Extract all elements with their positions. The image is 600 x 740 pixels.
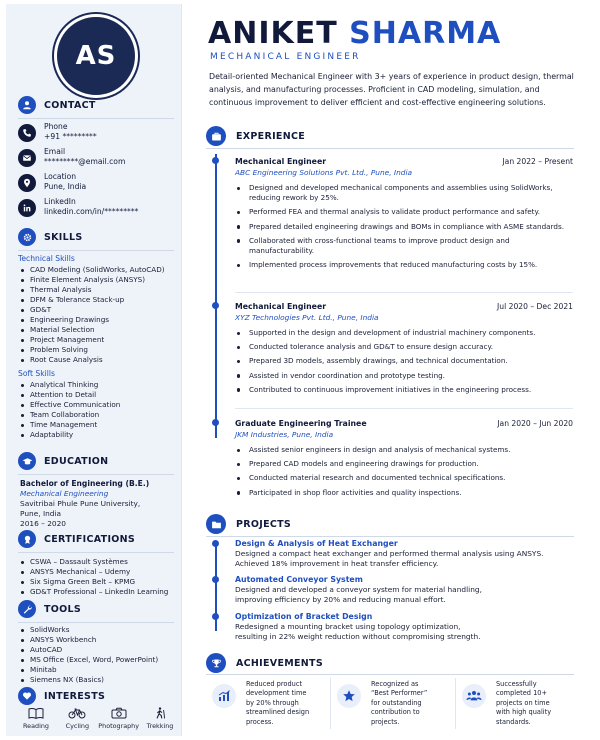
- project-entry: [235, 539, 573, 569]
- divider: [18, 474, 174, 475]
- list-item: Prepared 3D models, assembly drawings, and technical documentation.: [235, 356, 573, 366]
- star-icon: [337, 684, 361, 708]
- folder-icon: [206, 514, 226, 534]
- project-entry: [235, 575, 573, 605]
- gear-icon: [18, 228, 36, 246]
- interest-label: Trekking: [146, 722, 174, 730]
- avatar: [54, 14, 138, 98]
- divider: [18, 250, 174, 251]
- achievement-line: contribution to: [371, 708, 420, 717]
- timeline-dot: [212, 576, 219, 583]
- list-item: Prepared detailed engineering drawings and BOMs in compliance with ASME standards.: [235, 222, 573, 232]
- job-role: MECHANICAL ENGINEER: [210, 52, 361, 62]
- candidate-name: [208, 16, 501, 51]
- job-company: XYZ Technologies Pvt. Ltd., Pune, India: [235, 313, 379, 322]
- list-item: Project Management: [20, 335, 165, 345]
- email-icon: [18, 149, 36, 167]
- achievement-line: for outstanding: [371, 698, 422, 707]
- list-item: CAD Modeling (SolidWorks, AutoCAD): [20, 265, 165, 275]
- timeline-dot: [212, 157, 219, 164]
- achievement-item: [455, 678, 580, 729]
- job-bullets: [235, 445, 573, 498]
- achievement-line: “Best Performer”: [371, 689, 428, 698]
- divider: [206, 674, 574, 675]
- divider: [206, 148, 574, 149]
- experience-heading: [206, 126, 305, 146]
- list-item: Contributed to continuous improvement initiatives in the engineering process.: [235, 385, 573, 395]
- achievements-title: ACHIEVEMENTS: [236, 657, 323, 669]
- achievement-text: [496, 680, 574, 727]
- team-icon: [462, 684, 486, 708]
- education-title: EDUCATION: [44, 455, 109, 467]
- avatar-initials: AS: [75, 41, 117, 71]
- job-title: Mechanical Engineer: [235, 157, 327, 166]
- list-item: Siemens NX (Basics): [20, 675, 158, 685]
- list-item: Thermal Analysis: [20, 285, 165, 295]
- degree: Bachelor of Engineering (B.E.): [20, 479, 150, 488]
- chart-icon: [212, 684, 236, 708]
- list-item: GD&T Professional – LinkedIn Learning: [20, 587, 168, 597]
- list-item: Team Collaboration: [20, 410, 120, 420]
- project-title: Design & Analysis of Heat Exchanger: [235, 539, 398, 548]
- list-item: Root Cause Analysis: [20, 355, 165, 365]
- job-entry: [235, 302, 573, 399]
- list-item: AutoCAD: [20, 645, 158, 655]
- contact-label: Location: [44, 172, 77, 181]
- list-item: Adaptability: [20, 430, 120, 440]
- achievement-line: completed 10+: [496, 689, 547, 698]
- camera-icon: [111, 707, 127, 719]
- achievement-line: process.: [246, 717, 274, 726]
- phone-icon: [18, 124, 36, 142]
- contact-location: [18, 172, 86, 192]
- divider: [235, 292, 573, 293]
- list-item: GD&T: [20, 305, 165, 315]
- interest-label: Reading: [23, 722, 49, 730]
- project-description: Redesigned a mounting bracket using topology optimization,: [235, 622, 461, 631]
- achievement-line: projects.: [371, 717, 400, 726]
- project-title: Automated Conveyor System: [235, 575, 363, 584]
- job-bullets: [235, 183, 573, 270]
- sidebar: [6, 4, 182, 736]
- achievement-line: with high quality: [496, 708, 552, 717]
- projects-title: PROJECTS: [236, 518, 292, 530]
- list-item: MS Office (Excel, Word, PowerPoint): [20, 655, 158, 665]
- job-dates: Jan 2022 – Present: [502, 157, 573, 166]
- interests-heading: [18, 687, 105, 705]
- achievement-line: Reduced product: [246, 680, 303, 688]
- projects-heading: [206, 514, 291, 534]
- achievement-line: standards.: [496, 717, 531, 726]
- list-item: ANSYS Workbench: [20, 635, 158, 645]
- list-item: ANSYS Mechanical – Udemy: [20, 567, 168, 577]
- project-entry: [235, 612, 573, 642]
- achievement-text: [246, 680, 324, 727]
- achievement-line: projects on time: [496, 698, 550, 707]
- wrench-icon: [18, 600, 36, 618]
- list-item: Conducted tolerance analysis and GD&T to ensure design accuracy.: [235, 342, 573, 352]
- university-location: Pune, India: [20, 509, 62, 518]
- education-years: 2016 – 2020: [20, 519, 67, 528]
- list-item: Material Selection: [20, 325, 165, 335]
- achievement-item: [206, 678, 330, 729]
- interests-list: [16, 707, 180, 730]
- job-company: JKM Industries, Pune, India: [235, 430, 334, 439]
- contact-label: LinkedIn: [44, 197, 76, 206]
- list-item: Prepared CAD models and engineering drawings for production.: [235, 459, 573, 469]
- list-item: Implemented process improvements that reduced manufacturing costs by 15%.: [235, 260, 573, 270]
- list-item: Effective Communication: [20, 400, 120, 410]
- achievement-text: [371, 680, 449, 727]
- person-icon: [18, 96, 36, 114]
- last-name: SHARMA: [349, 16, 502, 51]
- achievement-item: [330, 678, 455, 729]
- email-link[interactable]: *********@email.com: [44, 157, 126, 166]
- list-item: DFM & Tolerance Stack-up: [20, 295, 165, 305]
- bicycle-icon: [68, 707, 86, 719]
- list-item: Problem Solving: [20, 345, 165, 355]
- skills-title: SKILLS: [44, 231, 83, 243]
- experience-title: EXPERIENCE: [236, 130, 306, 142]
- phone-value: +91 *********: [44, 132, 97, 141]
- list-item: Conducted material research and documented technical specifications.: [235, 473, 573, 483]
- linkedin-icon: [18, 199, 36, 217]
- certifications-heading: [18, 530, 135, 548]
- achievements-heading: [206, 653, 323, 673]
- project-title: Optimization of Bracket Design: [235, 612, 373, 621]
- tools-list: [20, 625, 158, 685]
- education-heading: [18, 452, 108, 470]
- list-item: Performed FEA and thermal analysis to validate product performance and safety.: [235, 207, 573, 217]
- list-item: CSWA – Dassault Systèmes: [20, 557, 168, 567]
- project-description: Achieved 18% improvement in heat transfer efficiency.: [235, 559, 439, 568]
- contact-email: [18, 147, 125, 167]
- project-description: resulting in 22% weight reduction without compromising strength.: [235, 632, 481, 641]
- technical-skills-list: [20, 265, 165, 365]
- location-icon: [18, 174, 36, 192]
- divider: [18, 622, 174, 623]
- interest-item: [99, 707, 139, 730]
- list-item: Analytical Thinking: [20, 380, 120, 390]
- timeline-dot: [212, 540, 219, 547]
- achievement-line: streamlined design: [246, 708, 310, 717]
- education-entry: [20, 479, 180, 529]
- university: Savitribai Phule Pune University,: [20, 499, 141, 508]
- job-company: ABC Engineering Solutions Pvt. Ltd., Pune, India: [235, 168, 413, 177]
- first-name: ANIKET: [208, 16, 338, 51]
- list-item: Participated in shop floor activities and quality inspections.: [235, 488, 573, 498]
- major: Mechanical Engineering: [20, 489, 109, 498]
- contact-label: Phone: [44, 122, 68, 131]
- location-value: Pune, India: [44, 182, 87, 191]
- divider: [206, 536, 574, 537]
- contact-heading: [18, 96, 96, 114]
- interest-label: Cycling: [65, 722, 90, 730]
- contact-phone: [18, 122, 97, 142]
- achievement-line: by 20% through: [246, 698, 299, 707]
- linkedin-link[interactable]: linkedin.com/in/*********: [44, 207, 139, 216]
- list-item: Six Sigma Green Belt – KPMG: [20, 577, 168, 587]
- list-item: SolidWorks: [20, 625, 158, 635]
- briefcase-icon: [206, 126, 226, 146]
- job-bullets: [235, 328, 573, 395]
- timeline-dot: [212, 613, 219, 620]
- heart-icon: [18, 687, 36, 705]
- job-title: Graduate Engineering Trainee: [235, 419, 367, 428]
- job-dates: Jan 2020 – Jun 2020: [497, 419, 573, 428]
- tools-title: TOOLS: [44, 603, 82, 615]
- trophy-icon: [206, 653, 226, 673]
- graduation-cap-icon: [18, 452, 36, 470]
- achievements-list: [206, 678, 576, 729]
- list-item: Engineering Drawings: [20, 315, 165, 325]
- list-item: Designed and developed mechanical components and assemblies using SolidWorks, reducing rework by 25%.: [235, 183, 573, 203]
- job-dates: Jul 2020 – Dec 2021: [497, 302, 573, 311]
- soft-skills-list: [20, 380, 120, 440]
- list-item: Supported in the design and development of industrial machinery components.: [235, 328, 573, 338]
- experience-timeline: [215, 154, 217, 438]
- divider: [18, 118, 174, 119]
- interest-label: Photography: [98, 722, 140, 730]
- technical-skills-heading: Technical Skills: [18, 254, 75, 263]
- interest-item: [57, 707, 97, 730]
- certifications-title: CERTIFICATIONS: [44, 533, 136, 545]
- project-description: Designed a compact heat exchanger and performed thermal analysis using ANSYS.: [235, 549, 544, 558]
- job-entry: [235, 419, 573, 502]
- achievement-line: development time: [246, 689, 307, 698]
- list-item: Assisted senior engineers in design and analysis of mechanical systems.: [235, 445, 573, 455]
- tools-heading: [18, 600, 81, 618]
- list-item: Attention to Detail: [20, 390, 120, 400]
- certificate-icon: [18, 530, 36, 548]
- divider: [18, 552, 174, 553]
- project-description: improving efficiency by 20% and reducing manual effort.: [235, 595, 446, 604]
- list-item: Time Management: [20, 420, 120, 430]
- list-item: Finite Element Analysis (ANSYS): [20, 275, 165, 285]
- contact-title: CONTACT: [44, 99, 96, 111]
- interests-title: INTERESTS: [44, 690, 106, 702]
- contact-linkedin: [18, 197, 138, 217]
- list-item: Minitab: [20, 665, 158, 675]
- list-item: Collaborated with cross-functional teams to improve product design and manufacturability.: [235, 236, 573, 256]
- project-description: Designed and developed a conveyor system for material handling,: [235, 585, 482, 594]
- timeline-dot: [212, 419, 219, 426]
- job-title: Mechanical Engineer: [235, 302, 327, 311]
- achievement-line: Successfully: [496, 680, 537, 688]
- achievement-line: Recognized as: [371, 680, 419, 688]
- contact-label: Email: [44, 147, 66, 156]
- soft-skills-heading: Soft Skills: [18, 369, 55, 378]
- timeline-dot: [212, 302, 219, 309]
- skills-heading: [18, 228, 83, 246]
- certifications-list: [20, 557, 168, 597]
- interest-item: [16, 707, 56, 730]
- profile-summary: Detail-oriented Mechanical Engineer with 3+ years of experience in product design, thermal analysis, and manufacturing processes. Proficient in CAD modeling, simulation, and continuous improvement to deliver efficient and cost-effective engineering solutions.: [209, 72, 574, 107]
- hiking-icon: [153, 707, 167, 719]
- book-icon: [28, 707, 44, 719]
- divider: [235, 408, 573, 409]
- job-entry: [235, 157, 573, 274]
- interest-item: [140, 707, 180, 730]
- list-item: Assisted in vendor coordination and prototype testing.: [235, 371, 573, 381]
